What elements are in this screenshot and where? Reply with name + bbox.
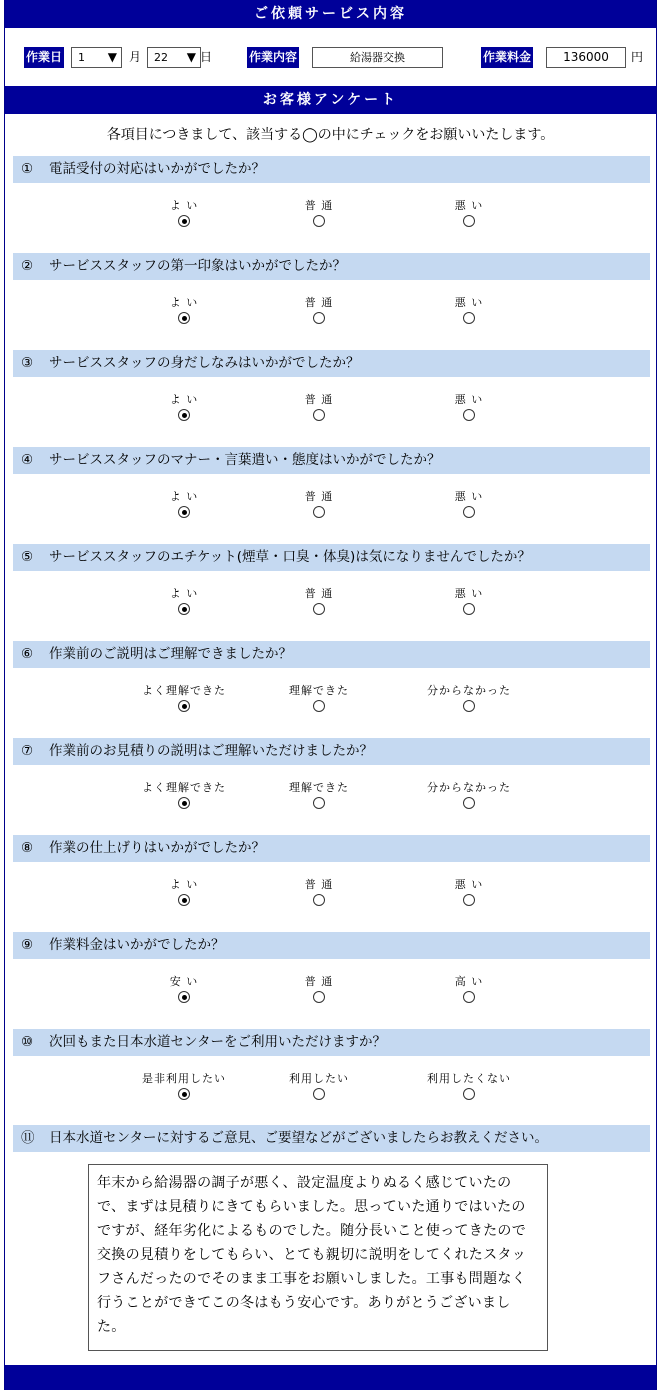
option-label: よ い [169, 878, 199, 891]
survey-section-title: お客様アンケート [5, 86, 656, 114]
question-number: ② [21, 258, 34, 274]
option-label: よく理解できた [142, 781, 226, 794]
option-radio[interactable] [463, 215, 475, 227]
question-text: 電話受付の対応はいかがでしたか？ [49, 161, 265, 177]
option-radio[interactable] [463, 312, 475, 324]
question-10-header [13, 1029, 650, 1056]
option-radio[interactable] [463, 797, 475, 809]
question-text: サービススタッフのエチケット(煙草・口臭・体臭)は気になりませんでしたか？ [49, 549, 531, 565]
question-2-header [13, 253, 650, 280]
fee-unit: 円 [631, 50, 644, 64]
chevron-down-icon: ▼ [107, 50, 117, 64]
option-radio[interactable] [463, 991, 475, 1003]
question-7-header [13, 738, 650, 765]
option-radio[interactable] [313, 1088, 325, 1100]
option-radio[interactable] [178, 506, 190, 518]
option-radio[interactable] [178, 409, 190, 421]
question-number: ⑥ [21, 646, 34, 662]
question-1-header [13, 156, 650, 183]
option-radio[interactable] [178, 603, 190, 615]
question-text: 作業前のお見積りの説明はご理解いただけましたか？ [49, 743, 373, 759]
option-radio[interactable] [178, 1088, 190, 1100]
footer-bar [5, 1365, 656, 1390]
option-label: 普 通 [304, 296, 334, 309]
question-number: ⑨ [21, 937, 34, 953]
option-radio[interactable] [178, 797, 190, 809]
survey-form [4, 0, 657, 1390]
option-radio[interactable] [313, 312, 325, 324]
question-number: ⑤ [21, 549, 34, 565]
option-radio[interactable] [313, 409, 325, 421]
month-unit: 月 [129, 50, 142, 64]
question-number: ④ [21, 452, 34, 468]
question-text: サービススタッフの身だしなみはいかがでしたか？ [49, 355, 360, 371]
question-text: サービススタッフのマナー・言葉遣い・態度はいかがでしたか？ [49, 452, 441, 468]
question-number: ⑧ [21, 840, 34, 856]
month-value: 1 [78, 51, 85, 64]
question-number: ⑦ [21, 743, 34, 759]
day-value: 22 [154, 51, 168, 64]
work-content-field[interactable]: 給湯器交換 [312, 47, 443, 68]
option-label: よ い [169, 393, 199, 406]
question-6-header [13, 641, 650, 668]
option-label: 高 い [454, 975, 484, 988]
option-label: よ い [169, 199, 199, 212]
question-8-header [13, 835, 650, 862]
question-4-header [13, 447, 650, 474]
fee-label: 作業料金 [481, 47, 533, 68]
option-radio[interactable] [463, 603, 475, 615]
question-9-header [13, 932, 650, 959]
work-content-label: 作業内容 [247, 47, 299, 68]
option-label: よく理解できた [142, 684, 226, 697]
option-label: 普 通 [304, 878, 334, 891]
option-radio[interactable] [178, 312, 190, 324]
question-3-header [13, 350, 650, 377]
option-label: 安 い [169, 975, 199, 988]
month-select[interactable] [71, 47, 122, 68]
option-label: よ い [169, 296, 199, 309]
option-label: 普 通 [304, 199, 334, 212]
option-radio[interactable] [313, 700, 325, 712]
option-label: 理解できた [289, 684, 349, 697]
question-text: サービススタッフの第一印象はいかがでしたか？ [49, 258, 346, 274]
option-radio[interactable] [463, 700, 475, 712]
option-label: 普 通 [304, 975, 334, 988]
question-11-header [13, 1125, 650, 1152]
option-radio[interactable] [178, 991, 190, 1003]
option-label: 利用したくない [427, 1072, 511, 1085]
comment-textarea[interactable]: 年末から給湯器の調子が悪く、設定温度よりぬるく感じていたので、まずは見積りにきてもらいました。思っていた通りではいたのですが、経年劣化によるものでした。随分長いこと使ってきたので交換の見積りをしてもらい、とても親切に説明をしてくれたスタッフさんだったのでそのまま工事をお願いしました。工事も問題なく行うことができてこの冬はもう安心です。ありがとうございました。 [88, 1164, 548, 1351]
option-label: 悪 い [454, 393, 484, 406]
option-label: 普 通 [304, 393, 334, 406]
survey-intro: 各項目につきまして、該当する◯の中にチェックをお願いいたします。 [106, 127, 555, 143]
question-number: ③ [21, 355, 34, 371]
service-section-title: ご依頼サービス内容 [5, 0, 656, 28]
chevron-down-icon: ▼ [186, 50, 196, 64]
day-select[interactable] [147, 47, 201, 68]
option-label: 悪 い [454, 296, 484, 309]
option-radio[interactable] [463, 506, 475, 518]
question-5-header [13, 544, 650, 571]
option-radio[interactable] [313, 894, 325, 906]
option-radio[interactable] [463, 409, 475, 421]
option-label: 理解できた [289, 781, 349, 794]
option-radio[interactable] [463, 894, 475, 906]
day-unit: 日 [200, 50, 213, 64]
option-radio[interactable] [313, 215, 325, 227]
option-label: 普 通 [304, 490, 334, 503]
option-radio[interactable] [178, 700, 190, 712]
option-label: 悪 い [454, 490, 484, 503]
option-label: 利用したい [289, 1072, 349, 1085]
option-label: 分からなかった [427, 684, 511, 697]
option-radio[interactable] [463, 1088, 475, 1100]
option-label: 普 通 [304, 587, 334, 600]
option-radio[interactable] [313, 506, 325, 518]
option-radio[interactable] [178, 894, 190, 906]
option-label: 悪 い [454, 587, 484, 600]
question-text: 作業の仕上げりはいかがでしたか？ [49, 840, 265, 856]
option-radio[interactable] [313, 797, 325, 809]
question-text: 日本水道センターに対するご意見、ご要望などがございましたらお教えください。 [49, 1130, 548, 1146]
question-text: 作業前のご説明はご理解できましたか？ [49, 646, 292, 662]
question-number: ⑪ [21, 1130, 35, 1146]
question-text: 作業料金はいかがでしたか？ [49, 937, 225, 953]
option-label: 悪 い [454, 878, 484, 891]
question-number: ⑩ [21, 1034, 34, 1050]
work-date-label: 作業日 [24, 47, 64, 68]
option-label: 分からなかった [427, 781, 511, 794]
question-number: ① [21, 161, 34, 177]
option-label: 是非利用したい [142, 1072, 226, 1085]
option-radio[interactable] [313, 603, 325, 615]
question-text: 次回もまた日本水道センターをご利用いただけますか？ [49, 1034, 386, 1050]
fee-field[interactable]: 136000 [546, 47, 626, 68]
option-label: よ い [169, 490, 199, 503]
option-label: 悪 い [454, 199, 484, 212]
option-radio[interactable] [178, 215, 190, 227]
option-radio[interactable] [313, 991, 325, 1003]
option-label: よ い [169, 587, 199, 600]
